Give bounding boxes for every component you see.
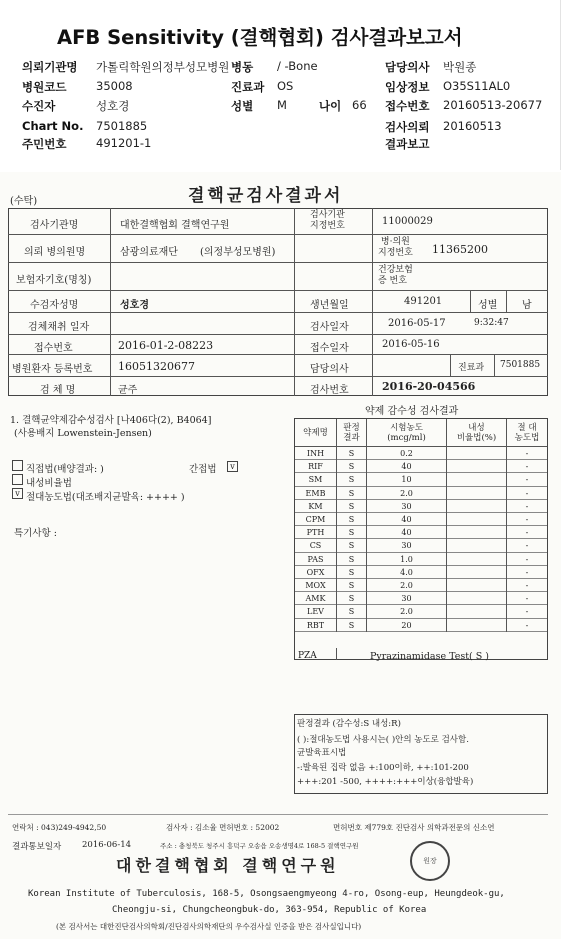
susc-cell-drug: PAS [295,553,337,566]
sex-value: M [277,98,287,112]
susc-cell-abs: - [525,515,529,524]
susc-cell-conc: 10 [367,473,447,486]
susc-cell-ratio [447,513,507,526]
susc-row [295,473,547,486]
official-seal: 원장 [410,841,450,881]
susc-cell-drug: CPM [295,513,337,526]
receiver-value: 성호경 [96,99,130,113]
susc-cell-res: S [337,460,367,473]
inst-value: 대한결핵협회 결핵연구원 [120,220,230,231]
insurance-label: 보험자기호(명칭) [16,275,92,286]
susc-table [294,418,548,660]
susc-cell-ratio [447,447,507,460]
receipt-label: 접수번호 [385,99,430,113]
susc-cell-conc: 2.0 [367,579,447,592]
susc-cell-drug: PTH [295,526,337,539]
chart-value: 7501885 [96,119,148,133]
susc-row [295,619,547,632]
susc-cell-ratio [447,579,507,592]
result-report-label: 결과보고 [385,137,430,151]
req-date-value: 20160513 [443,119,502,133]
susc-cell-ratio [447,500,507,513]
reg-value: 16051320677 [118,360,195,373]
receipt-value: 20160513-20677 [443,98,543,112]
footer-address-en1: Korean Institute of Tuberculosis, 168-5, Osongsaengmyeong 4-ro, Osong-eup, Heungdeok-gu, [28,889,505,899]
susc-cell-res: S [337,513,367,526]
report-date-value: 2016-06-14 [82,840,132,850]
sex-label-r: 성별 [478,300,498,311]
susc-cell-abs: - [525,554,529,564]
susc-head-res: 판정 결과 [337,419,367,447]
susc-cell-conc: 40 [367,460,447,473]
susc-cell-abs: - [525,488,529,498]
test-date-value: 2016-05-17 [388,318,446,329]
dob-label: 생년월일 [310,300,349,311]
chart-label: Chart No. [22,119,84,133]
susc-cell-conc: 30 [367,592,447,605]
method-line1: 1. 결핵균약제감수성검사 [나406다(2), B4064] [10,415,212,426]
susc-cell-drug: KM [295,500,337,513]
clinical-label: 임상정보 [385,80,430,94]
recv-date-label: 접수일자 [310,343,349,354]
report-date-label: 결과통보일자 [12,842,62,852]
susc-title: 약제 감수성 검사결과 [365,406,459,417]
susc-cell-drug: AMK [295,592,337,605]
susc-row [295,500,547,513]
test-no-label: 검사번호 [310,385,349,396]
footer-contact: 연락처 : 043)249-4942,50 [12,823,107,832]
health-label: 건강보험 증 번호 [378,265,413,286]
susc-cell-abs: - [525,581,529,590]
susc-cell-res: S [337,553,367,566]
susc-cell-drug: MOX [295,579,337,592]
susc-cell-ratio [447,553,507,566]
note-line-1: 판정결과 (감수성:S 내성:R) [297,719,401,729]
susc-cell-abs: - [525,594,529,604]
receiver-label: 수진자 [22,99,56,113]
doc-label: 담당의사 [310,364,349,375]
susc-cell-conc: 2.0 [367,605,447,618]
susc-cell-drug: RIF [295,460,337,473]
susc-row [295,605,547,618]
recv-no-value: 2016-01-2-08223 [118,339,214,352]
report-tag: (수탁) [10,196,38,207]
susc-cell-abs: - [525,567,529,577]
susc-cell-abs: - [525,607,529,617]
hosp-value: 삼광의료재단 [120,247,178,258]
hosp-code-value: 11365200 [432,243,488,256]
abs-checkbox: v [12,488,23,499]
susc-cell-conc: 40 [367,526,447,539]
note-line-4: -:발육된 집락 없음 +:100이하, ++:101-200 [297,763,469,773]
susc-cell-res: S [337,447,367,460]
susc-cell-ratio [447,605,507,618]
susc-cell-drug: EMB [295,487,337,500]
susc-cell-abs: - [525,449,529,458]
test-time-value: 9:32:47 [474,318,509,328]
age-label: 나이 [319,99,342,113]
footer-license: 면허번호 제779호 진단검사 의학과전문의 신소연 [333,823,495,832]
footer-address-en2: Cheongju-si, Chungcheongbuk-do, 363-954, Republic of Korea [112,905,427,915]
pza-label: PZA [298,651,317,661]
inst-code-label: 검사기관 지정번호 [310,210,345,231]
note-line-5: +++:201 -500, ++++:+++이상(융합발육) [297,777,474,787]
susc-row [295,539,547,552]
note-line-2: ( ):절대농도법 사용시는( )안의 농도로 검사함. [297,735,469,745]
susc-row [295,513,547,526]
rrn-label: 주민번호 [22,137,67,151]
sex-label: 성별 [231,99,254,113]
footer-org-name: 대한결핵협회 결핵연구원 [116,856,340,875]
susc-cell-res: S [337,473,367,486]
susc-cell-ratio [447,592,507,605]
susc-cell-drug: INH [295,447,337,460]
dept-value: OS [277,79,294,93]
susc-cell-abs: - [525,475,529,485]
report-title: 결핵균검사결과서 [188,186,344,206]
rrn-value: 491201-1 [96,136,152,150]
dept-label-r: 진료과 [458,363,485,373]
susc-cell-res: S [337,539,367,552]
susc-row [295,579,547,592]
hosp-label: 의뢰 병의원명 [24,247,86,258]
susc-cell-res: S [337,566,367,579]
susc-cell-abs: - [525,528,529,538]
abs-label: 절대농도법(대조배지균발육: ++++ ) [26,492,185,503]
inst-label: 검사기관명 [30,220,79,231]
scanned-report [0,172,561,939]
doctor-label: 담당의사 [385,60,430,74]
recv-date-value: 2016-05-16 [382,339,440,350]
susc-cell-abs: - [525,501,529,511]
susc-header [295,419,547,447]
susc-cell-ratio [447,487,507,500]
method-line2: (사용배지 Lowenstein-Jensen) [14,428,152,439]
doctor-value: 박원종 [443,60,477,74]
footer-note: (본 검사서는 대한진단검사의학회/진단검사의학재단의 우수검사실 인증을 받은 검사실입니다) [56,922,362,931]
resist-checkbox [12,474,23,485]
inst-code-value: 11000029 [382,216,433,227]
susc-cell-ratio [447,526,507,539]
test-no-value: 2016-20-04566 [382,380,476,393]
req-date-label: 검사의뢰 [385,120,430,134]
reg-label: 병원환자 등록번호 [12,364,93,375]
test-date-label: 검사일자 [310,322,349,333]
susc-cell-ratio [447,566,507,579]
susc-cell-conc: 30 [367,500,447,513]
susc-head-ratio: 내성 비율법(%) [447,419,507,447]
specimen-label: 검 체 명 [40,385,76,396]
susc-cell-drug: OFX [295,566,337,579]
hosp-sub-value: (의정부성모병원) [200,247,276,258]
indirect-checkbox: v [227,461,238,472]
susc-cell-conc: 4.0 [367,566,447,579]
susc-cell-ratio [447,473,507,486]
dob-value: 491201 [404,296,443,307]
hosp-code-label: 병원코드 [22,80,67,94]
susc-cell-res: S [337,500,367,513]
susc-cell-conc: 40 [367,513,447,526]
note-line-3: 균발육표시법 [297,748,347,758]
susc-row [295,447,547,460]
indirect-label: 간접법 [189,464,217,475]
specimen-value: 균주 [118,385,138,396]
dept-label: 진료과 [231,80,265,94]
susc-cell-drug: LEV [295,605,337,618]
page-title: AFB Sensitivity (결핵협회) 검사결과보고서 [57,26,463,49]
footer-address-kr: 주소 : 충청북도 청주시 흥덕구 오송읍 오송생명4로 168-5 결핵연구원 [160,842,359,850]
hosp-code-label: 병·의원 지정번호 [378,237,413,258]
susc-cell-res: S [337,605,367,618]
sex-value-r: 남 [522,300,532,311]
susc-cell-conc: 20 [367,619,447,632]
susc-row [295,460,547,473]
susc-row [295,526,547,539]
susc-head-drug: 약제명 [295,419,337,447]
susc-cell-drug: SM [295,473,337,486]
susc-cell-res: S [337,592,367,605]
dept-value-r: 7501885 [500,360,541,370]
age-value: 66 [352,98,367,112]
susc-cell-conc: 2.0 [367,487,447,500]
susc-cell-conc: 0.2 [367,447,447,460]
susc-cell-res: S [337,619,367,632]
susc-cell-res: S [337,487,367,500]
susc-head-conc: 시험농도 (mcg/ml) [367,419,447,447]
susc-cell-ratio [447,539,507,552]
hosp-code-value: 35008 [96,79,133,93]
collect-label: 검체채취 일자 [28,322,90,333]
direct-label: 직접법(배양결과: ) [26,464,104,475]
susc-row [295,487,547,500]
clinical-value: O35S11AL0 [443,79,511,93]
ward-value: / -Bone [277,59,318,73]
susc-cell-drug: CS [295,539,337,552]
susc-cell-res: S [337,526,367,539]
direct-checkbox [12,460,23,471]
patient-label: 수검자성명 [30,300,79,311]
susc-cell-drug: RBT [295,619,337,632]
footer-examiner: 검사자 : 김소율 면허번호 : 52002 [166,823,280,832]
recv-no-label: 접수번호 [34,343,73,354]
susc-cell-res: S [337,579,367,592]
pza-value: Pyrazinamidase Test( S ) [370,651,489,662]
susc-head-abs: 절 대 농도법 [514,423,540,443]
susc-cell-abs: - [525,462,529,472]
susc-row [295,566,547,579]
resist-label: 내성비율법 [26,478,72,489]
susc-cell-conc: 1.0 [367,553,447,566]
patient-value: 성호경 [120,300,149,311]
susc-cell-ratio [447,619,507,632]
ward-label: 병동 [231,60,254,74]
report-header [0,0,561,170]
susc-cell-abs: - [525,620,529,630]
req-org-value: 가톨릭학원의정부성모병원 [96,60,230,74]
special-label: 특기사항 : [14,528,57,539]
susc-cell-abs: - [525,541,529,551]
susc-cell-conc: 30 [367,539,447,552]
susc-row [295,553,547,566]
susc-row [295,592,547,605]
req-org-label: 의뢰기관명 [22,60,78,74]
susc-cell-ratio [447,460,507,473]
susc-body [295,447,547,659]
